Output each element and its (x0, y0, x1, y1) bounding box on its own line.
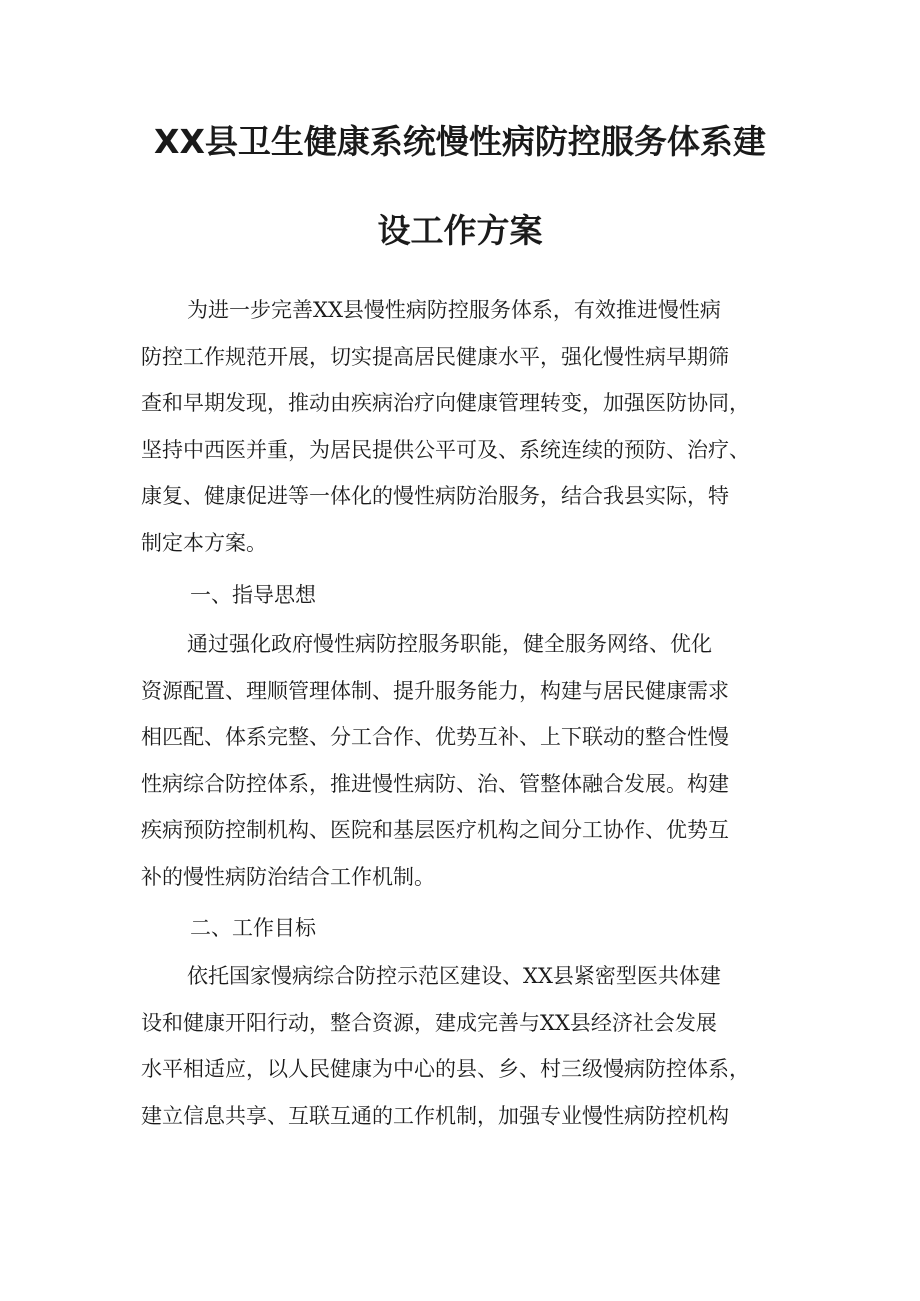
document-title-line-2: 设工作方案 (377, 211, 543, 250)
section-2-line: 建立信息共享、互联互通的工作机制，加强专业慢性病防控机构 (141, 1103, 729, 1128)
section-1-line: 相匹配、体系完整、分工合作、优势互补、上下联动的整合性慢 (141, 725, 729, 749)
section-2-line: 设和健康开阳行动，整合资源，建成完善与XX县经济社会发展 (141, 1010, 717, 1035)
section-heading-guiding-thought: 一、指导思想 (190, 583, 316, 607)
section-2-line: 水平相适应，以人民健康为中心的县、乡、村三级慢病防控体系， (141, 1057, 750, 1081)
section-1-line: 性病综合防控体系，推进慢性病防、治、管整体融合发展。构建 (141, 771, 729, 796)
document-title-line-1: XX县卫生健康系统慢性病防控服务体系建 (154, 122, 766, 161)
section-1-line: 通过强化政府慢性病防控服务职能，健全服务网络、优化 (187, 632, 712, 656)
section-heading-work-goals: 二、工作目标 (190, 916, 316, 940)
section-2-line: 依托国家慢病综合防控示范区建设、XX县紧密型医共体建 (187, 964, 721, 988)
section-1-line: 资源配置、理顺管理体制、提升服务能力，构建与居民健康需求 (141, 678, 729, 703)
intro-line: 查和早期发现，推动由疾病治疗向健康管理转变，加强医防协同， (141, 391, 750, 415)
section-1-line: 补的慢性病防治结合工作机制。 (141, 864, 435, 889)
intro-paragraph (141, 287, 781, 566)
intro-line: 防控工作规范开展，切实提高居民健康水平，强化慢性病早期筛 (141, 344, 729, 369)
section-1-line: 疾病预防控制机构、医院和基层医疗机构之间分工协作、优势互 (141, 818, 729, 842)
intro-line: 康复、健康促进等一体化的慢性病防治服务，结合我县实际，特 (141, 484, 729, 508)
intro-line: 坚持中西医并重，为居民提供公平可及、系统连续的预防、治疗、 (141, 437, 750, 462)
intro-line: 为进一步完善XX县慢性病防控服务体系，有效推进慢性病 (187, 298, 721, 322)
work-goals-paragraph (141, 953, 781, 1139)
guiding-thought-paragraph (141, 621, 781, 900)
intro-line: 制定本方案。 (141, 530, 267, 555)
